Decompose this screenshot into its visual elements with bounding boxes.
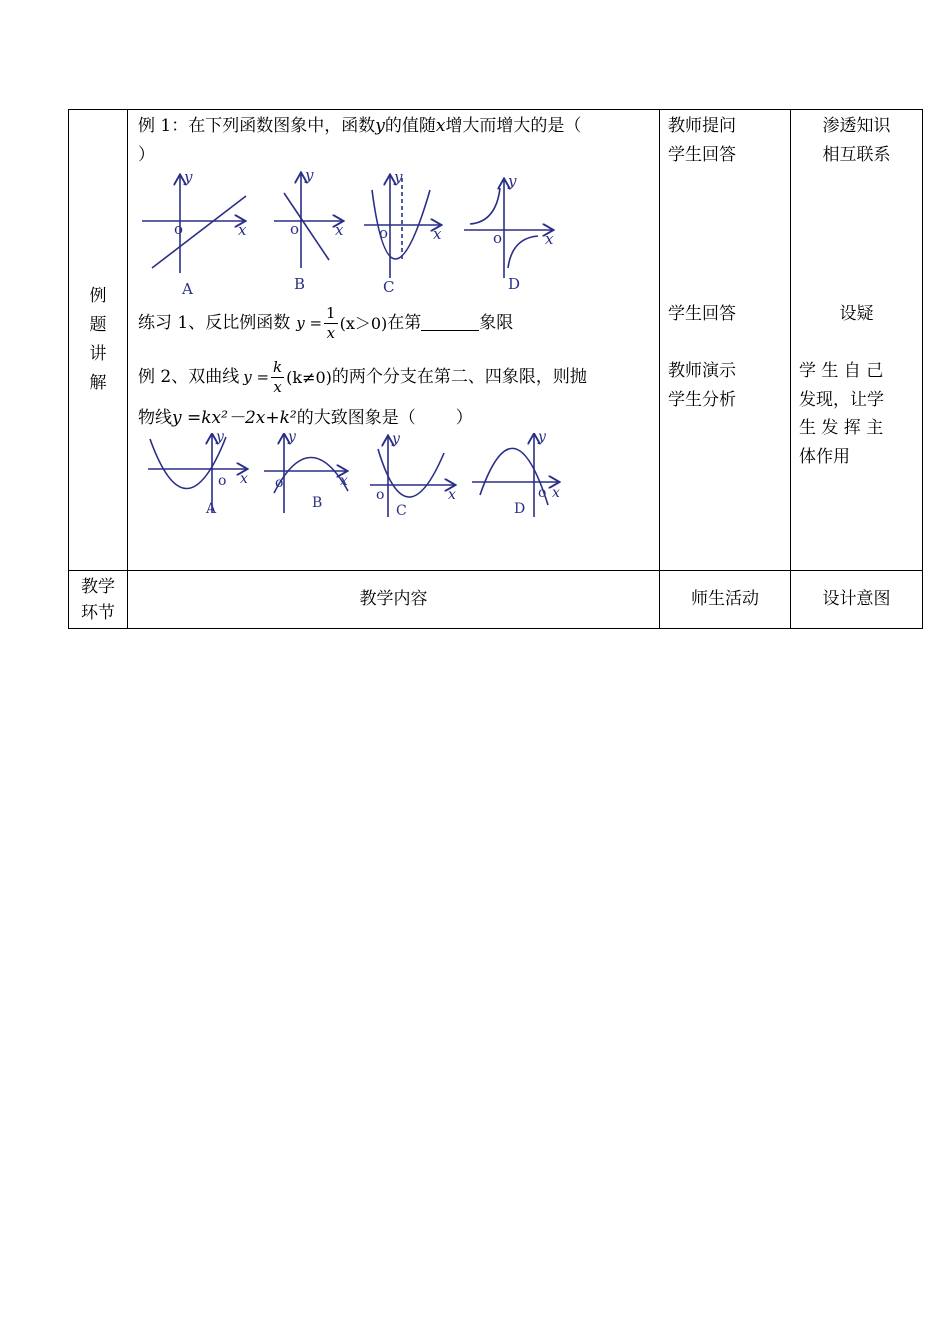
graph-label: C — [383, 277, 395, 296]
example1-question-end: ） — [138, 144, 155, 165]
header-stage: 教学 环节 — [69, 571, 128, 629]
answer-blank[interactable] — [421, 316, 479, 331]
graph-label: D — [514, 500, 526, 517]
x-axis-label: x — [545, 229, 554, 248]
lesson-table — [68, 109, 923, 629]
graph-label: C — [396, 502, 407, 519]
graph-2b — [264, 432, 348, 513]
graph-b — [274, 174, 342, 268]
origin-label: o — [290, 219, 300, 238]
fraction-1-over-x: $\frac{1}{x}$ — [326, 304, 336, 343]
intent-text: 相互联系 — [822, 144, 891, 165]
x-axis-label: x — [240, 470, 248, 487]
origin-label: o — [218, 472, 227, 489]
x-axis-label: x — [448, 486, 456, 503]
x-axis-label: x — [238, 220, 247, 239]
origin-label: o — [538, 484, 547, 501]
graph-a — [142, 176, 246, 273]
graph-d — [464, 180, 552, 278]
example2-question: 例 2、双曲线 y = $\frac{k}{x}$ (k≠0) 的两个分支在第二、四象限，则抛 物线y =kx²－2x+k²的大致图象是（ ） — [138, 358, 587, 428]
intent-text: 渗透知识 — [822, 116, 891, 136]
header-intent: 设计意图 — [791, 571, 923, 629]
graph-label: B — [312, 494, 323, 511]
graph-label: B — [294, 274, 306, 293]
x-axis-label: x — [335, 220, 344, 239]
graph-label: A — [182, 279, 193, 298]
section-label-char: 解 — [89, 373, 107, 393]
y-axis-label: y — [538, 432, 546, 445]
y-axis-label: y — [184, 167, 193, 186]
example2-graphs — [134, 433, 634, 519]
origin-label: o — [493, 228, 503, 247]
origin-label: o — [379, 223, 389, 242]
intent-text: 设疑 — [839, 303, 874, 324]
y-axis-label: y — [216, 432, 224, 445]
example1-graphs — [134, 168, 634, 298]
intents-cell — [791, 110, 923, 571]
y-axis-label: y — [392, 432, 400, 447]
graph-2a — [148, 432, 246, 513]
header-content: 教学内容 — [128, 571, 660, 629]
activity-text: 教师演示 — [668, 360, 736, 381]
activity-text: 学生分析 — [668, 389, 736, 410]
section-label-char: 例 — [89, 286, 107, 306]
activities-cell — [660, 110, 791, 571]
content-cell — [128, 110, 660, 571]
graph-label: D — [508, 274, 521, 293]
examples-row — [69, 110, 923, 571]
activity-text: 学生回答 — [668, 303, 736, 324]
activity-text: 学生回答 — [668, 144, 736, 165]
section-label-char: 讲 — [89, 344, 107, 364]
y-axis-label: y — [288, 432, 296, 445]
header-row — [69, 571, 923, 629]
y-axis-label: y — [305, 167, 314, 184]
practice1-question: 练习 1、反比例函数 y = $\frac{1}{x}$ (x＞0) 在第 象限 — [138, 304, 514, 343]
x-axis-label: x — [340, 472, 348, 489]
example1-question: 例 1：在下列函数图象中，函数y的值随x增大而增大的是（ — [138, 116, 582, 136]
x-axis-label: x — [433, 224, 442, 243]
activity-text: 教师提问 — [668, 116, 736, 136]
origin-label: o — [376, 486, 385, 503]
fraction-k-over-x: $\frac{k}{x}$ — [273, 358, 283, 397]
origin-label: o — [174, 219, 184, 238]
header-activity: 师生活动 — [660, 571, 791, 629]
intent-paragraph: 学 生 自 己 发现，让学 生 发 挥 主 体作用 — [799, 360, 884, 468]
section-label-cell — [69, 110, 128, 571]
graph-c — [364, 176, 440, 278]
y-axis-label: y — [394, 167, 403, 186]
y-axis-label: y — [508, 171, 517, 190]
graph-2c — [370, 437, 454, 517]
graph-label: A — [206, 500, 217, 517]
x-axis-label: x — [552, 484, 560, 501]
section-label-char: 题 — [89, 315, 107, 335]
origin-label: o — [275, 474, 284, 491]
